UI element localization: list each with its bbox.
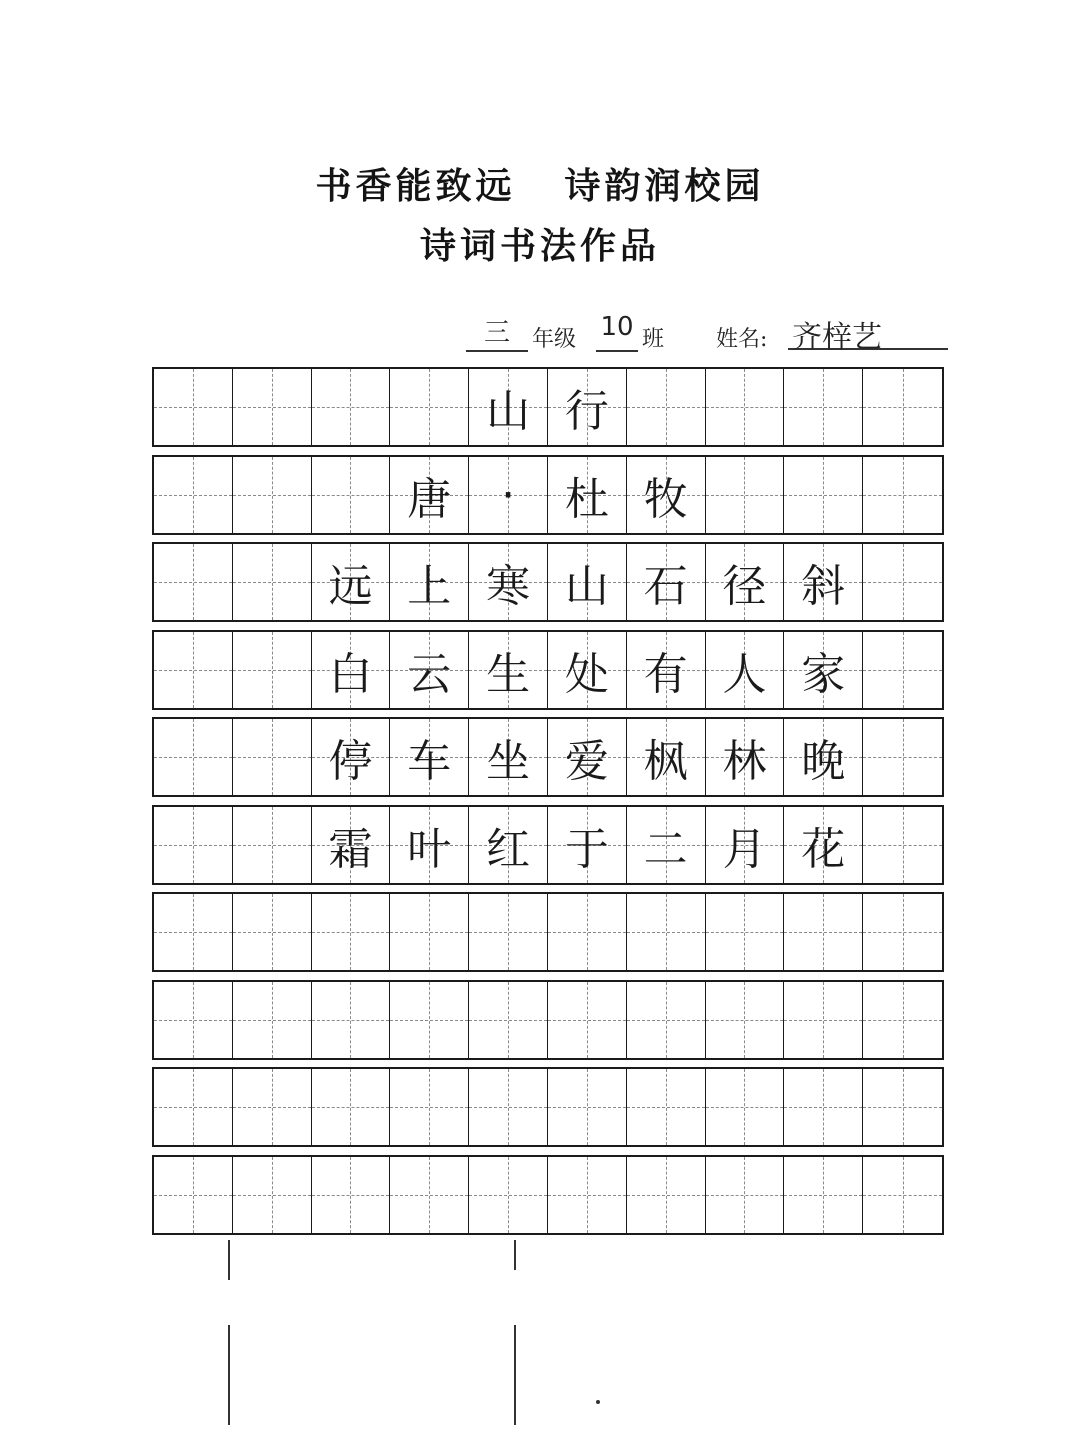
grid-cell bbox=[312, 894, 391, 970]
grid-row bbox=[152, 630, 944, 710]
grid-cell bbox=[233, 1157, 312, 1233]
scan-mark bbox=[228, 1240, 230, 1280]
grid-character: 处 bbox=[564, 649, 609, 700]
grid-cell bbox=[469, 894, 548, 970]
grid-cell bbox=[233, 457, 312, 533]
grid-cell bbox=[233, 719, 312, 795]
grid-row bbox=[152, 542, 944, 622]
grid-cell bbox=[863, 544, 942, 620]
grid-row bbox=[152, 805, 944, 885]
grid-cell bbox=[390, 807, 469, 883]
grid-cell bbox=[154, 544, 233, 620]
grid-cell bbox=[706, 457, 785, 533]
grid-cell bbox=[469, 632, 548, 708]
grid-cell bbox=[627, 807, 706, 883]
grid-character: 径 bbox=[722, 561, 767, 612]
grid-character: 斜 bbox=[801, 561, 846, 612]
grid-cell bbox=[784, 369, 863, 445]
grid-cell bbox=[627, 1157, 706, 1233]
grid-character: · bbox=[501, 469, 516, 521]
grid-cell bbox=[154, 894, 233, 970]
grid-cell bbox=[863, 632, 942, 708]
grid-character: 停 bbox=[328, 736, 373, 787]
grid-cell bbox=[863, 982, 942, 1058]
scan-speck bbox=[596, 1400, 600, 1404]
grid-character: 人 bbox=[722, 649, 767, 700]
grid-cell bbox=[706, 632, 785, 708]
grid-cell bbox=[154, 1069, 233, 1145]
student-info bbox=[462, 312, 948, 355]
grid-character: 花 bbox=[801, 824, 846, 875]
grid-character: 叶 bbox=[407, 824, 452, 875]
grid-cell bbox=[390, 1069, 469, 1145]
grid-character: 红 bbox=[486, 824, 531, 875]
grid-cell bbox=[548, 457, 627, 533]
grid-cell bbox=[548, 544, 627, 620]
grid-character: 白 bbox=[328, 649, 373, 700]
grid-cell bbox=[627, 632, 706, 708]
grid-character: 山 bbox=[486, 386, 531, 437]
grid-cell bbox=[469, 457, 548, 533]
grid-cell bbox=[154, 719, 233, 795]
grid-character: 云 bbox=[407, 649, 452, 700]
grid-character: 爱 bbox=[564, 736, 609, 787]
grid-row bbox=[152, 455, 944, 535]
grid-cell bbox=[863, 807, 942, 883]
name-label: 姓名: bbox=[716, 327, 768, 352]
grid-cell bbox=[863, 894, 942, 970]
grid-cell bbox=[627, 719, 706, 795]
grid-cell bbox=[154, 982, 233, 1058]
grid-cell bbox=[627, 1069, 706, 1145]
grid-cell bbox=[390, 544, 469, 620]
grid-cell bbox=[312, 1157, 391, 1233]
grid-character: 晚 bbox=[801, 736, 846, 787]
grid-cell bbox=[548, 1069, 627, 1145]
grid-cell bbox=[784, 1157, 863, 1233]
grid-cell bbox=[469, 544, 548, 620]
grid-cell bbox=[627, 369, 706, 445]
grid-character: 杜 bbox=[564, 474, 609, 525]
grid-character: 有 bbox=[643, 649, 688, 700]
grid-cell bbox=[863, 1157, 942, 1233]
grid-cell bbox=[469, 982, 548, 1058]
grid-character: 生 bbox=[486, 649, 531, 700]
grid-character: 车 bbox=[407, 736, 452, 787]
grid-character: 牧 bbox=[643, 474, 688, 525]
grid-cell bbox=[548, 1157, 627, 1233]
grid-cell bbox=[863, 457, 942, 533]
class-label: 班 bbox=[642, 327, 665, 352]
class-value: 10 bbox=[596, 312, 638, 352]
grid-cell bbox=[312, 632, 391, 708]
grid-cell bbox=[706, 369, 785, 445]
grid-cell bbox=[706, 1069, 785, 1145]
grid-character: 石 bbox=[643, 561, 688, 612]
grid-cell bbox=[390, 457, 469, 533]
grid-cell bbox=[390, 719, 469, 795]
grid-cell bbox=[627, 894, 706, 970]
grid-character: 行 bbox=[564, 386, 609, 437]
grid-character: 于 bbox=[564, 824, 609, 875]
grid-cell bbox=[706, 719, 785, 795]
grid-character: 家 bbox=[801, 649, 846, 700]
scan-mark bbox=[514, 1325, 516, 1425]
grid-cell bbox=[233, 544, 312, 620]
grid-cell bbox=[312, 982, 391, 1058]
title-line-2: 诗词书法作品 bbox=[419, 225, 660, 267]
grid-character: 唐 bbox=[407, 474, 452, 525]
grid-cell bbox=[390, 369, 469, 445]
name-value: 齐梓艺 bbox=[788, 312, 948, 350]
grid-cell bbox=[784, 719, 863, 795]
grid-character: 林 bbox=[722, 736, 767, 787]
grid-cell bbox=[312, 719, 391, 795]
grid-cell bbox=[627, 457, 706, 533]
grid-cell bbox=[627, 982, 706, 1058]
grade-label: 年级 bbox=[532, 327, 577, 352]
grid-cell bbox=[548, 894, 627, 970]
grid-cell bbox=[312, 807, 391, 883]
grid-cell bbox=[233, 632, 312, 708]
grid-cell bbox=[390, 982, 469, 1058]
grid-row bbox=[152, 892, 944, 972]
grid-cell bbox=[627, 544, 706, 620]
grid-cell bbox=[706, 1157, 785, 1233]
grid-character: 霜 bbox=[328, 824, 373, 875]
grid-character: 远 bbox=[328, 561, 373, 612]
grid-character: 坐 bbox=[486, 736, 531, 787]
grid-cell bbox=[548, 719, 627, 795]
grid-cell bbox=[390, 1157, 469, 1233]
grid-cell bbox=[469, 807, 548, 883]
grid-cell bbox=[469, 719, 548, 795]
grid-cell bbox=[233, 894, 312, 970]
grid-cell bbox=[548, 807, 627, 883]
grid-cell bbox=[863, 719, 942, 795]
grid-cell bbox=[469, 1157, 548, 1233]
title-line-1: 书香能致远 诗韵润校园 bbox=[315, 165, 765, 207]
grid-cell bbox=[706, 807, 785, 883]
grid-cell bbox=[706, 544, 785, 620]
grid-cell bbox=[154, 1157, 233, 1233]
grid-cell bbox=[312, 1069, 391, 1145]
grid-row bbox=[152, 980, 944, 1060]
grid-cell bbox=[154, 369, 233, 445]
grid-cell bbox=[784, 544, 863, 620]
grid-character: 山 bbox=[564, 561, 609, 612]
grid-character: 二 bbox=[643, 824, 688, 875]
grid-cell bbox=[154, 807, 233, 883]
grid-cell bbox=[863, 369, 942, 445]
grid-row bbox=[152, 367, 944, 447]
grid-cell bbox=[233, 1069, 312, 1145]
grid-cell bbox=[784, 982, 863, 1058]
scan-mark bbox=[514, 1240, 516, 1270]
grid-row bbox=[152, 717, 944, 797]
grid-cell bbox=[784, 632, 863, 708]
grid-cell bbox=[154, 457, 233, 533]
grid-character: 月 bbox=[722, 824, 767, 875]
grid-cell bbox=[548, 632, 627, 708]
grade-value: 三 bbox=[466, 312, 528, 352]
grid-cell bbox=[706, 894, 785, 970]
grid-cell bbox=[784, 457, 863, 533]
grid-cell bbox=[154, 632, 233, 708]
grid-cell bbox=[863, 1069, 942, 1145]
grid-cell bbox=[784, 894, 863, 970]
scan-mark bbox=[228, 1325, 230, 1425]
grid-cell bbox=[312, 457, 391, 533]
grid-character: 上 bbox=[407, 561, 452, 612]
grid-character: 寒 bbox=[486, 561, 531, 612]
grid-cell bbox=[312, 369, 391, 445]
grid-cell bbox=[469, 1069, 548, 1145]
grid-cell bbox=[548, 982, 627, 1058]
grid-cell bbox=[233, 982, 312, 1058]
grid-row bbox=[152, 1067, 944, 1147]
grid-character: 枫 bbox=[643, 736, 688, 787]
grid-cell bbox=[233, 369, 312, 445]
grid-cell bbox=[390, 894, 469, 970]
grid-row bbox=[152, 1155, 944, 1235]
grid-cell bbox=[390, 632, 469, 708]
grid-cell bbox=[312, 544, 391, 620]
grid-cell bbox=[706, 982, 785, 1058]
grid-cell bbox=[469, 369, 548, 445]
grid-cell bbox=[784, 807, 863, 883]
grid-cell bbox=[233, 807, 312, 883]
grid-cell bbox=[548, 369, 627, 445]
grid-cell bbox=[784, 1069, 863, 1145]
